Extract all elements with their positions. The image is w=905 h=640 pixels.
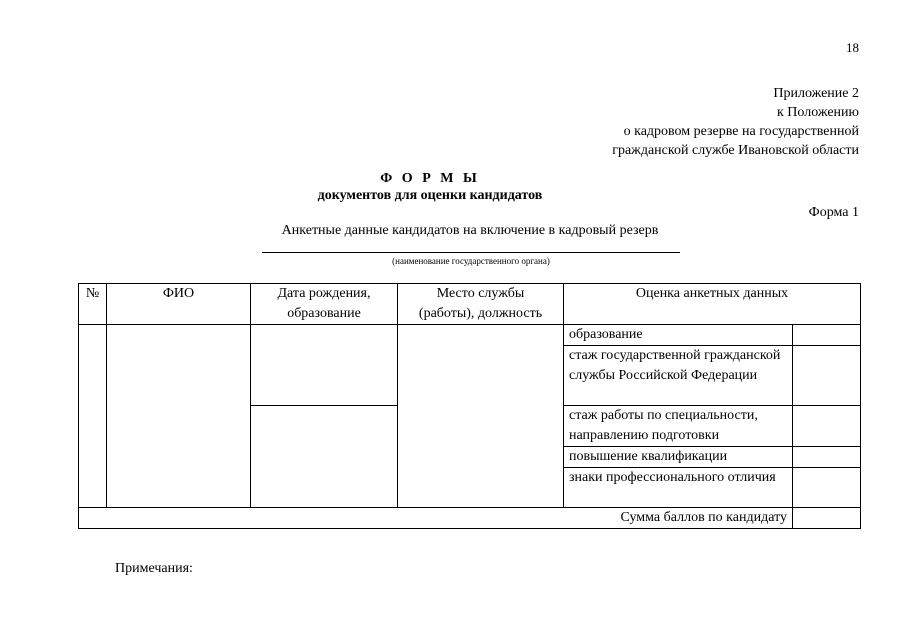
header-work-line-2: (работы), должность <box>418 306 543 321</box>
appendix-line-1: Приложение 2 <box>773 86 859 101</box>
header-fio: ФИО <box>107 284 251 325</box>
table-header-row <box>79 284 861 325</box>
criterion-civil-service-experience: стаж государственной гражданской службы Российской Федерации <box>564 346 793 406</box>
header-birth-line-2: образование <box>287 306 361 321</box>
cell-fio <box>107 325 251 508</box>
candidate-data-table <box>78 283 861 529</box>
criterion-education: образование <box>564 325 793 346</box>
total-score-label: Сумма баллов по кандидату <box>79 508 793 529</box>
appendix-line-3: о кадровом резерве на государственной <box>623 124 859 139</box>
cell-education <box>251 406 398 508</box>
cell-number <box>79 325 107 508</box>
header-work-position <box>398 284 564 325</box>
header-assessment: Оценка анкетных данных <box>564 284 861 325</box>
document-subtitle: документов для оценки кандидатов <box>317 188 543 203</box>
header-number: № <box>79 284 107 325</box>
score-civil-service-experience <box>793 346 861 406</box>
score-qualification-upgrade <box>793 447 861 468</box>
notes-label: Примечания: <box>115 561 193 576</box>
org-name-underline <box>262 252 680 253</box>
total-score-value <box>793 508 861 529</box>
criterion-qualification-upgrade: повышение квалификации <box>564 447 793 468</box>
cell-birth-date <box>251 325 398 406</box>
score-education <box>793 325 861 346</box>
score-professional-awards <box>793 468 861 508</box>
form-heading: Анкетные данные кандидатов на включение в кадровый резерв <box>281 223 659 238</box>
page-number: 18 <box>846 40 859 55</box>
appendix-block <box>612 84 859 160</box>
header-birth-line-1: Дата рождения, <box>277 286 371 301</box>
appendix-line-2: к Положению <box>776 105 859 120</box>
criterion-professional-awards: знаки профессионального отличия <box>564 468 793 508</box>
appendix-line-4: гражданской службе Ивановской области <box>612 143 859 158</box>
criterion-specialty-experience: стаж работы по специальности, направлению подготовки <box>564 406 793 447</box>
header-birth-education <box>251 284 398 325</box>
table-row <box>79 325 861 346</box>
table-total-row <box>79 508 861 529</box>
org-name-caption: (наименование государственного органа) <box>392 256 550 266</box>
document-title: Ф О Р М Ы <box>380 171 480 186</box>
cell-work-position <box>398 325 564 508</box>
score-specialty-experience <box>793 406 861 447</box>
header-work-line-1: Место службы <box>436 286 525 301</box>
form-number: Форма 1 <box>808 205 859 220</box>
